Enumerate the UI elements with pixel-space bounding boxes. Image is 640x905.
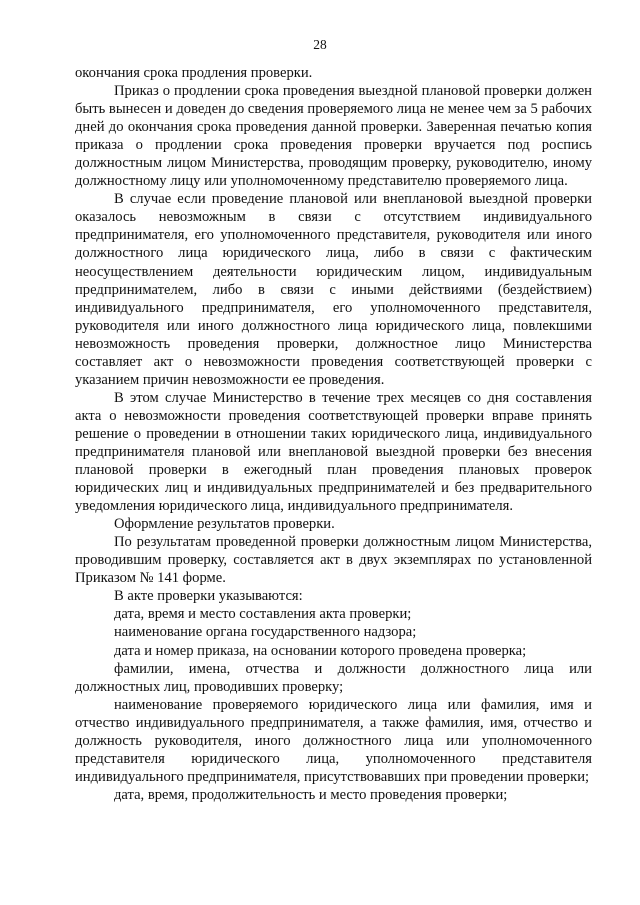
list-item: наименование органа государственного надзора;	[114, 624, 417, 641]
list-item: дата, время, продолжительность и место проведения проверки;	[114, 786, 508, 803]
list-item: наименование проверяемого юридического лица или фамилия, имя и отчество индивидуального предпринимателя, а также фамилия, имя, отчество и должность руководителя, иного должностного лица или уполномоченного представителя юридического лица, уполномоченного представителя индивидуального предпринимателя, присутствовавших при проведении проверки;	[75, 696, 592, 785]
paragraph: Приказ о продлении срока проведения выездной плановой проверки должен быть вынесен и доведен до сведения проверяемого лица не менее чем за 5 рабочих дней до окончания срока проведения данной проверки. Заверенная печатью копия приказа о продлении срока проведения проверки вручается под роспись должностным лицом Министерства, проводящим проверку, руководителю, иному должностному лицу или уполномоченному представителю проверяемого лица.	[75, 83, 592, 190]
paragraph: окончания срока продления проверки.	[75, 65, 313, 81]
paragraph: По результатам проведенной проверки должностным лицом Министерства, проводившим проверку, составляется акт в двух экземплярах по установленной Приказом № 141 форме.	[75, 534, 592, 587]
list-item: фамилии, имена, отчества и должности должностного лица или должностных лиц, проводивших проверку;	[75, 660, 592, 695]
list-item: дата и номер приказа, на основании которого проведена проверка;	[114, 642, 527, 659]
list-item: дата, время и место составления акта проверки;	[114, 606, 412, 623]
document-body	[75, 64, 592, 804]
page-number: 28	[313, 37, 327, 52]
paragraph: В случае если проведение плановой или внеплановой выездной проверки оказалось невозможным в связи с отсутствием индивидуального предпринимателя, его уполномоченного представителя, руководителя или иного должностного лица юридического лица, либо в связи с фактическим неосуществлением деятельности юридическим лицом, индивидуальным предпринимателем, либо в связи с иными действиями (бездействием) индивидуального предпринимателя, его уполномоченного представителя, руководителя или иного должностного лица юридического лица, повлекшими невозможность проведения проверки, должностное лицо Министерства составляет акт о невозможности проведения соответствующей проверки с указанием причин невозможности ее проведения.	[75, 191, 592, 388]
paragraph: В этом случае Министерство в течение трех месяцев со дня составления акта о невозможности проведения соответствующей проверки вправе принять решение о проведении в отношении таких юридического лица, индивидуального предпринимателя плановой или внеплановой выездной проверки без внесения плановой проверки в ежегодный план проведения плановых проверок юридических лиц и индивидуальных предпринимателей и без предварительного уведомления юридического лица, индивидуального предпринимателя.	[75, 389, 592, 515]
list-intro: В акте проверки указываются:	[114, 588, 303, 605]
section-heading: Оформление результатов проверки.	[114, 516, 335, 533]
